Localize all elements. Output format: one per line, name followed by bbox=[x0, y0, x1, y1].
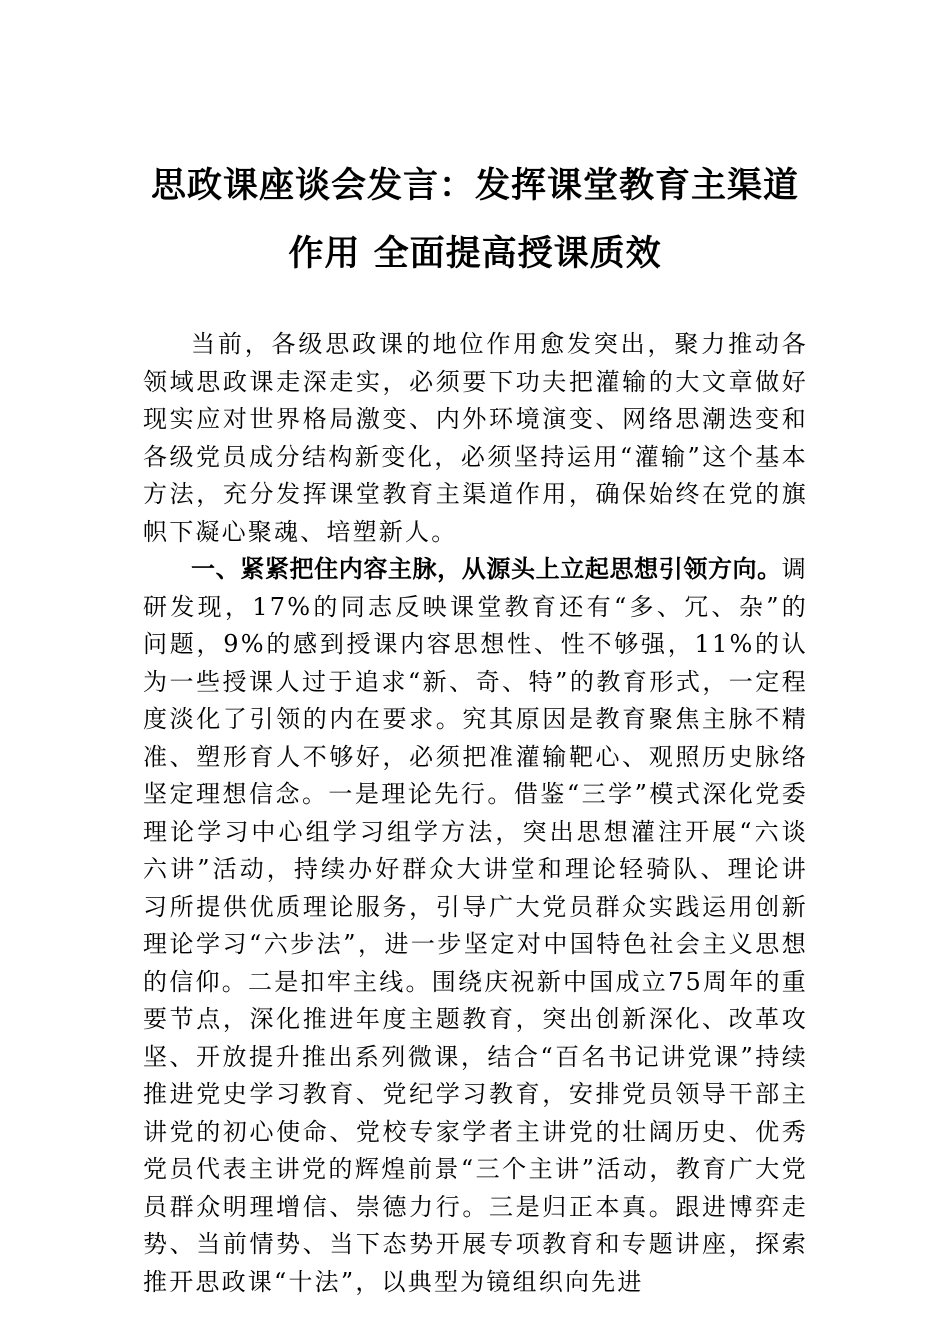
section-1-paragraph bbox=[143, 551, 808, 1301]
document-body bbox=[143, 326, 808, 1301]
intro-paragraph: 当前，各级思政课的地位作用愈发突出，聚力推动各领域思政课走深走实，必须要下功夫把灌输的大文章做好现实应对世界格局激变、内外环境演变、网络思潮迭变和各级党员成分结构新变化，必须坚持运用“灌输”这个基本方法，充分发挥课堂教育主渠道作用，确保始终在党的旗帜下凝心聚魂、培塑新人。 bbox=[143, 330, 808, 546]
section-1-heading: 一、紧紧把住内容主脉，从源头上立起思想引领方向。 bbox=[191, 555, 782, 583]
document-title-line-1: 思政课座谈会发言：发挥课堂教育主渠道 bbox=[150, 165, 799, 206]
section-1-body: 调研发现，17%的同志反映课堂教育还有“多、冗、杂”的问题，9%的感到授课内容思想性、性不够强，11%的认为一些授课人过于追求“新、奇、特”的教育形式，一定程度淡化了引领的内在要求。究其原因是教育聚焦主脉不精准、塑形育人不够好，必须把准灌输靶心、观照历史脉络坚定理想信念。一是理论先行。借鉴“三学”模式深化党委理论学习中心组学习组学方法，突出思想灌注开展“六谈六讲”活动，持续办好群众大讲堂和理论轻骑队、理论讲习所提供优质理论服务，引导广大党员群众实践运用创新理论学习“六步法”，进一步坚定对中国特色社会主义思想的信仰。二是扣牢主线。围绕庆祝新中国成立75周年的重要节点，深化推进年度主题教育，突出创新深化、改革攻坚、开放提升推出系列微课，结合“百名书记讲党课”持续推进党史学习教育、党纪学习教育，安排党员领导干部主讲党的初心使命、党校专家学者主讲党的壮阔历史、优秀党员代表主讲党的辉煌前景“三个主讲”活动，教育广大党员群众明理增信、崇德力行。三是归正本真。跟进博弈走势、当前情势、当下态势开展专项教育和专题讲座，探索推开思政课“十法”，以典型为镜组织向先进 bbox=[143, 555, 808, 1296]
document-title-line-2: 作用 全面提高授课质效 bbox=[288, 233, 662, 274]
